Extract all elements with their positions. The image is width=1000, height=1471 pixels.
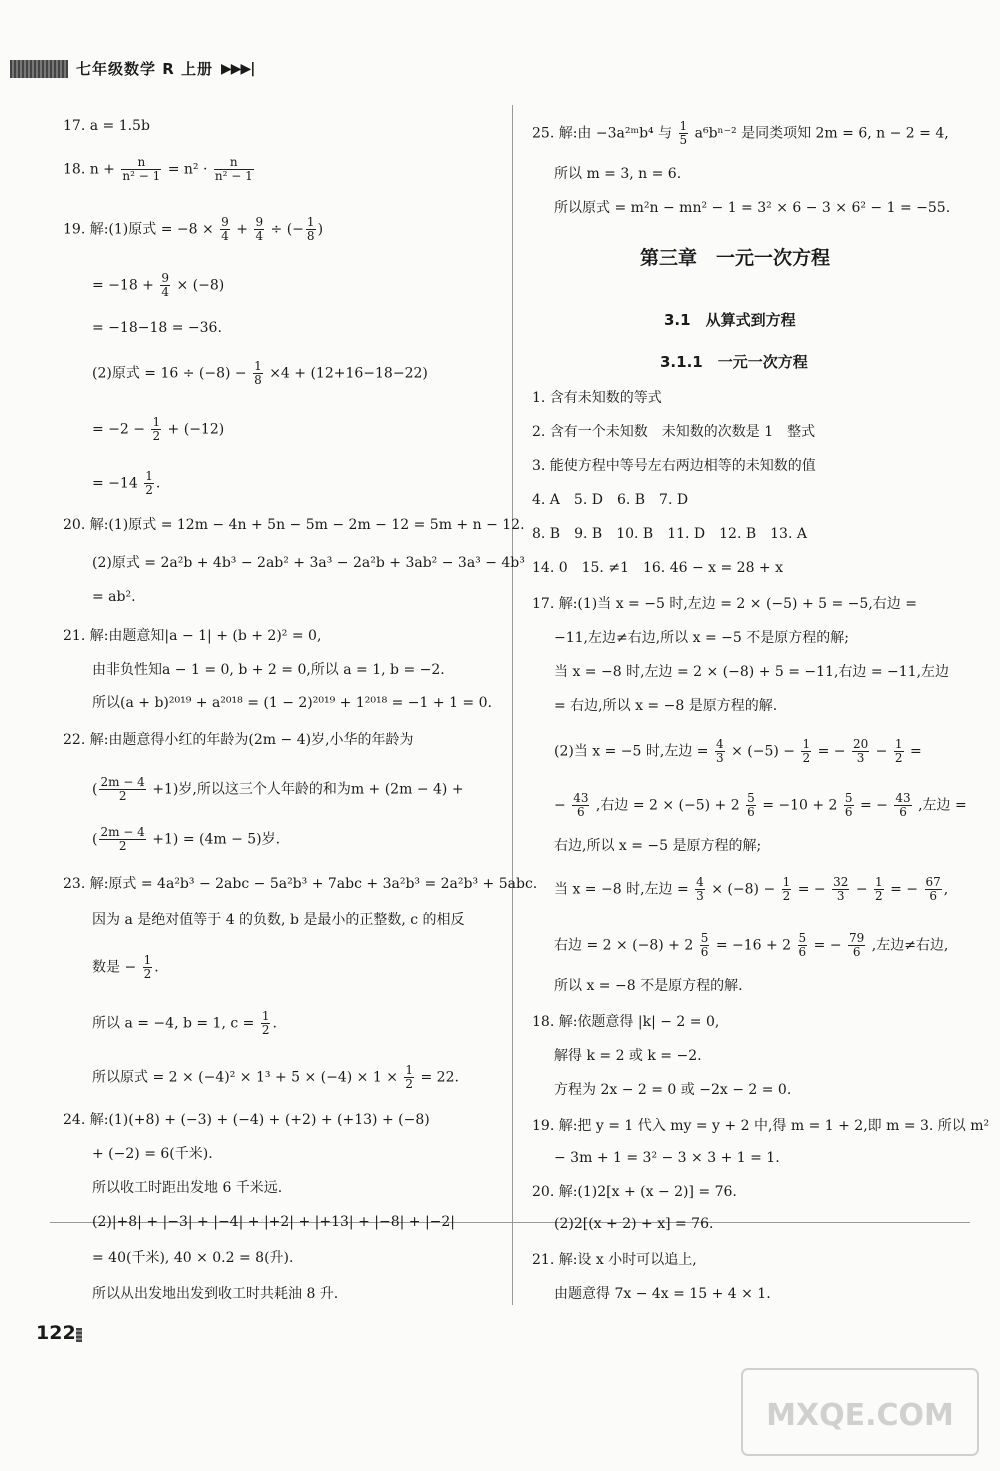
fraction — [848, 932, 865, 959]
fraction-num: 1 — [782, 875, 791, 889]
answer-22-c-text: +1) = (4m − 5)岁. — [152, 831, 281, 848]
answer-17-i-text: 右边 = 2 × (−8) + 2 — [554, 937, 694, 954]
answer-8-13: 8. B 9. B 10. B 11. D 12. B 13. A — [532, 526, 807, 542]
watermark-logo-icon — [740, 1367, 980, 1457]
answer-3: 3. 能使方程中等号左右两边相等的未知数的值 — [532, 458, 816, 474]
answer-22-b-text: +1)岁,所以这三个人年龄的和为m + (2m − 4) + — [152, 781, 464, 798]
answer-19-r5 — [92, 416, 224, 443]
answer-17: 17. 解:(1)当 x = −5 时,左边 = 2 × (−5) + 5 = −5,右边 = — [532, 596, 917, 612]
answer-21-b: 由非负性知a − 1 = 0, b + 2 = 0,所以 a = 1, b = −2. — [92, 662, 445, 678]
answer-23-d: 所以 a = −4, b = 1, c = $\frac{1}{2}$ . — [92, 1009, 277, 1037]
fraction — [844, 792, 854, 819]
answer-19-text: 19. 解:(1)原式 = −8 × — [63, 221, 214, 238]
fraction-den: 2 — [782, 889, 791, 903]
answer-18-c: 方程为 2x − 2 = 0 或 −2x − 2 = 0. — [554, 1082, 792, 1098]
answer-25-c: 所以 m = 3, n = 6. — [554, 166, 682, 182]
fraction-den: 4 — [161, 285, 169, 299]
fraction-den: 2 — [894, 751, 903, 765]
fraction-den: 6 — [700, 945, 709, 959]
answer-25-text: 25. 解:由 −3a²ᵐb⁴ 与 — [532, 125, 673, 142]
fraction — [253, 360, 263, 387]
answer-22: 22. 解:由题意得小红的年龄为(2m − 4)岁,小华的年龄为 — [63, 732, 414, 748]
watermark — [740, 1367, 980, 1461]
fraction-num: n — [214, 156, 254, 170]
fraction-den: 2 — [118, 789, 127, 803]
answer-23-c: 数是 − $\frac{1}{2}$ . — [92, 953, 159, 981]
answer-23-e — [92, 1064, 459, 1091]
answer-18 — [63, 156, 256, 183]
fraction-num: 1 — [679, 119, 688, 133]
answer-21: 21. 解:设 x 小时可以追上, — [532, 1252, 697, 1268]
page-number: 122 — [36, 1322, 76, 1344]
answer-2: 2. 含有一个未知数 未知数的次数是 1 整式 — [532, 424, 816, 440]
fraction — [143, 954, 153, 981]
fraction — [894, 792, 911, 819]
fraction-num: 9 — [255, 215, 264, 229]
fraction-num: 1 — [152, 415, 161, 429]
answer-20-b: (2)原式 = 2a²b + 4b³ − 2ab² + 3a³ − 2a²b + 3ab² − 3a³ − 4b³ — [92, 555, 525, 571]
answer-14-16: 14. 0 15. ≠1 16. 46 − x = 28 + x — [532, 560, 784, 576]
answer-23-d-text: 所以 a = −4, b = 1, c = — [92, 1015, 255, 1032]
answer-17-h-text-2: × (−8) − — [711, 881, 776, 898]
answer-23-b: 因为 a 是绝对值等于 4 的负数, b 是最小的正整数, c 的相反 — [92, 912, 465, 928]
fraction — [695, 876, 705, 903]
answer-17-e-text: (2)当 x = −5 时,左边 = — [554, 743, 709, 760]
answer-17-f-text-2: ,右边 = 2 × (−5) + 2 — [595, 797, 740, 814]
answer-19-r5-text-2: + (−12) — [167, 421, 225, 438]
fraction-den: 2 — [143, 967, 152, 981]
fraction-den: 3 — [696, 889, 704, 903]
fraction-den: 6 — [798, 945, 807, 959]
page-header — [10, 58, 254, 79]
answer-17-i — [554, 932, 948, 959]
header-bar — [10, 60, 68, 78]
fraction-num: 79 — [849, 931, 865, 945]
subsection-title: 3.1.1 一元一次方程 — [660, 353, 808, 371]
answer-19-r2-text: = −18 + — [92, 277, 154, 294]
answer-17-b: −11,左边≠右边,所以 x = −5 不是原方程的解; — [554, 630, 849, 646]
fraction-num: 20 — [852, 737, 869, 751]
fraction-num: 1 — [894, 737, 903, 751]
answer-17-f — [554, 792, 967, 819]
answer-20: 20. 解:(1)原式 = 12m − 4n + 5n − 5m − 2m − 12 = 5m + n − 12. — [63, 517, 525, 533]
answer-19-r5-text: = −2 − — [92, 421, 145, 438]
answer-19: 19. 解:把 y = 1 代入 my = y + 2 中,得 m = 1 + 2,即 m = 3. 所以 m² — [532, 1118, 990, 1134]
answer-21-c: 所以(a + b)²⁰¹⁹ + a²⁰¹⁸ = (1 − 2)²⁰¹⁹ + 1²⁰¹⁸ = −1 + 1 = 0. — [92, 695, 492, 711]
fraction-den: 5 — [679, 133, 688, 147]
answer-23-e-text: 所以原式 = 2 × (−4)² × 1³ + 5 × (−4) × 1 × — [92, 1069, 398, 1086]
fraction — [99, 826, 145, 853]
fraction — [144, 470, 154, 497]
answer-17: 17. a = 1.5b — [63, 118, 150, 134]
fraction-num: n — [121, 156, 161, 170]
answer-19-r2 — [92, 272, 224, 299]
answer-17-f-text-3: = −10 + 2 — [762, 797, 838, 814]
fraction-num: 1 — [405, 1063, 414, 1077]
fraction-den: 6 — [747, 805, 755, 819]
fraction — [894, 738, 904, 765]
fraction-num: 1 — [145, 469, 153, 483]
answer-18: 18. 解:依题意得 |k| − 2 = 0, — [532, 1014, 720, 1030]
fraction-den: 3 — [715, 751, 724, 765]
fraction — [925, 876, 942, 903]
fraction-num: 2m − 4 — [100, 775, 145, 789]
fraction — [801, 738, 811, 765]
answer-20-b: (2)2[(x + 2) + x] = 76. — [554, 1216, 714, 1232]
answer-25-d: 所以原式 = m²n − mn² − 1 = 3² × 6 − 3 × 6² − 1 = −55. — [554, 200, 951, 216]
fraction — [715, 738, 725, 765]
answer-17-h-text-3: = − — [797, 881, 826, 898]
answer-24-c: 所以收工时距出发地 6 千米远. — [92, 1180, 283, 1196]
page-number-bar — [76, 1328, 82, 1342]
fraction — [874, 876, 884, 903]
answer-18-text: 18. n + — [63, 161, 115, 178]
answer-17-h-text-5: = − — [890, 881, 919, 898]
fraction — [220, 216, 230, 243]
answer-21: 21. 解:由题意知|a − 1| + (b + 2)² = 0, — [63, 628, 322, 644]
fraction — [852, 738, 869, 765]
fraction-den: 6 — [577, 805, 585, 819]
fraction — [572, 792, 589, 819]
fraction-num: 1 — [261, 1009, 270, 1023]
fraction-den: 2 — [152, 429, 161, 443]
fraction-den: 4 — [221, 229, 229, 243]
answer-19-r4 — [92, 360, 428, 387]
fraction — [261, 1010, 271, 1037]
answer-17-j: 所以 x = −8 不是原方程的解. — [554, 978, 743, 994]
fraction-num: 1 — [254, 359, 262, 373]
fraction — [254, 216, 264, 243]
answer-17-e — [554, 738, 922, 765]
answer-20-c: = ab². — [92, 589, 136, 605]
fraction — [782, 876, 792, 903]
fraction-den: 6 — [929, 889, 937, 903]
answer-17-e-text-5: = — [909, 743, 922, 760]
fraction-den: 3 — [856, 751, 865, 765]
fraction — [700, 932, 710, 959]
fraction-num: 1 — [143, 953, 152, 967]
fraction-den: 2 — [405, 1077, 414, 1091]
answer-19-r3: = −18−18 = −36. — [92, 320, 222, 336]
answer-17-g: 右边,所以 x = −5 是原方程的解; — [554, 838, 762, 854]
fraction-den: n² − 1 — [122, 169, 161, 183]
fraction-den: 4 — [255, 229, 264, 243]
fraction — [214, 156, 254, 183]
answer-24-f: 所以从出发地出发到收工时共耗油 8 升. — [92, 1286, 339, 1302]
fraction — [160, 272, 170, 299]
fraction-num: 5 — [700, 931, 709, 945]
answer-19-r6: = −14 $\frac{1}{2}$ . — [92, 469, 161, 497]
answer-22-c: ( $\frac{2m - 4}{2}$ +1) = (4m − 5)岁. — [92, 825, 281, 853]
answer-17-e-text-2: × (−5) − — [731, 743, 796, 760]
arrows-icon: ▶▶▶| — [221, 60, 255, 77]
fraction-num: 43 — [895, 791, 911, 805]
fraction — [121, 156, 161, 183]
answer-19-r2-text-2: × (−8) — [176, 277, 225, 294]
fraction — [746, 792, 756, 819]
answer-17-d: = 右边,所以 x = −8 是原方程的解. — [554, 698, 778, 714]
answer-23-e-text-2: = 22. — [420, 1069, 459, 1086]
fraction-den: 2 — [802, 751, 811, 765]
answer-1: 1. 含有未知数的等式 — [532, 390, 662, 406]
fraction — [832, 876, 849, 903]
fraction-num: 4 — [696, 875, 704, 889]
answer-19-r4-text-2: ×4 + (12+16−18−22) — [269, 365, 428, 382]
answer-21-b: 由题意得 7x − 4x = 15 + 4 × 1. — [554, 1286, 771, 1302]
fraction-den: 2 — [118, 839, 127, 853]
fraction-num: 9 — [161, 271, 169, 285]
answer-25 — [532, 120, 949, 147]
fraction-num: 67 — [925, 875, 941, 889]
column-divider — [512, 105, 513, 1305]
answer-17-h-text-4: − — [855, 881, 868, 898]
fraction-den: 2 — [261, 1023, 270, 1037]
answer-17-f-text-4: = − — [860, 797, 888, 814]
answer-17-e-text-3: = − — [817, 743, 846, 760]
answer-18-b: 解得 k = 2 或 k = −2. — [554, 1048, 702, 1064]
fraction — [404, 1064, 414, 1091]
answer-17-f-text-5: ,左边 = — [918, 797, 967, 814]
watermark-text: MXQE.COM — [766, 1398, 954, 1433]
answer-17-e-text-4: − — [875, 743, 888, 760]
fraction-den: 6 — [852, 945, 861, 959]
fraction-num: 4 — [715, 737, 724, 751]
fraction-den: 3 — [836, 889, 845, 903]
fraction — [679, 120, 689, 147]
answer-19-r4-text: (2)原式 = 16 ÷ (−8) − — [92, 365, 247, 382]
answer-19-b: − 3m + 1 = 3² − 3 × 3 + 1 = 1. — [554, 1150, 780, 1166]
answer-18-text-2: = n² · — [167, 161, 208, 178]
answer-24-b: + (−2) = 6(千米). — [92, 1146, 213, 1162]
fraction-num: 9 — [221, 215, 229, 229]
fraction-den: n² − 1 — [214, 169, 253, 183]
answer-19: 19. 解:(1)原式 = −8 × $\frac{9}{4}$ + $\frac{9}{4}$ ÷ (− $\frac{1}{8}$ ) — [63, 215, 324, 243]
fraction-num: 32 — [833, 875, 849, 889]
fraction — [99, 776, 145, 803]
fraction-num: 2m − 4 — [100, 825, 145, 839]
answer-24-e: = 40(千米), 40 × 0.2 = 8(升). — [92, 1250, 294, 1266]
answer-24: 24. 解:(1)(+8) + (−3) + (−4) + (+2) + (+13) + (−8) — [63, 1112, 430, 1128]
fraction-num: 1 — [875, 875, 883, 889]
answer-25-text-2: a⁶bⁿ⁻² 是同类项知 2m = 6, n − 2 = 4, — [694, 125, 949, 142]
answer-17-i-text-4: ,左边≠右边, — [871, 937, 949, 954]
fraction-num: 5 — [844, 791, 853, 805]
answer-17-i-text-3: = − — [813, 937, 842, 954]
fraction-den: 8 — [306, 229, 315, 243]
section-title: 3.1 从算式到方程 — [664, 311, 796, 329]
fraction — [306, 216, 316, 243]
fraction-den: 6 — [844, 805, 853, 819]
answer-4-7: 4. A 5. D 6. B 7. D — [532, 492, 689, 508]
answer-17-h: 当 x = −8 时,左边 = $\frac{4}{3}$ × (−8) − $\frac{1}{2}$ = − $\frac{32}{3}$ − $\frac{1}{2}$ = − $\frac{67}{6}$ , — [554, 875, 949, 903]
header-title: 七年级数学 R 上册 — [76, 60, 213, 78]
fraction-num: 5 — [747, 791, 755, 805]
fraction-num: 1 — [306, 215, 315, 229]
answer-17-i-text-2: = −16 + 2 — [715, 937, 792, 954]
answer-17-h-text: 当 x = −8 时,左边 = — [554, 881, 689, 898]
chapter-title: 第三章 一元一次方程 — [640, 247, 831, 269]
answer-20: 20. 解:(1)2[x + (x − 2)] = 76. — [532, 1184, 737, 1200]
fraction — [798, 932, 808, 959]
fraction-den: 2 — [145, 483, 153, 497]
answer-19-r6-text: = −14 — [92, 475, 138, 492]
answer-23-c-text: 数是 − — [92, 959, 137, 976]
fraction — [151, 416, 161, 443]
fraction-num: 5 — [798, 931, 807, 945]
fraction-num: 1 — [802, 737, 811, 751]
fraction-num: 43 — [573, 791, 589, 805]
answer-24-d: (2)|+8| + |−3| + |−4| + |+2| + |+13| + |−8| + |−2| — [92, 1214, 456, 1230]
answer-23: 23. 解:原式 = 4a²b³ − 2abc − 5a²b³ + 7abc + 3a²b³ = 2a²b³ + 5abc. — [63, 876, 538, 892]
answer-17-f-text: − — [554, 797, 566, 814]
answer-22-b: ( $\frac{2m - 4}{2}$ +1)岁,所以这三个人年龄的和为m + (2m − 4) + — [92, 775, 464, 803]
answer-17-c: 当 x = −8 时,左边 = 2 × (−8) + 5 = −11,右边 = −11,左边 — [554, 664, 950, 680]
fraction-den: 2 — [875, 889, 883, 903]
fraction-den: 6 — [899, 805, 907, 819]
fraction-den: 8 — [254, 373, 262, 387]
